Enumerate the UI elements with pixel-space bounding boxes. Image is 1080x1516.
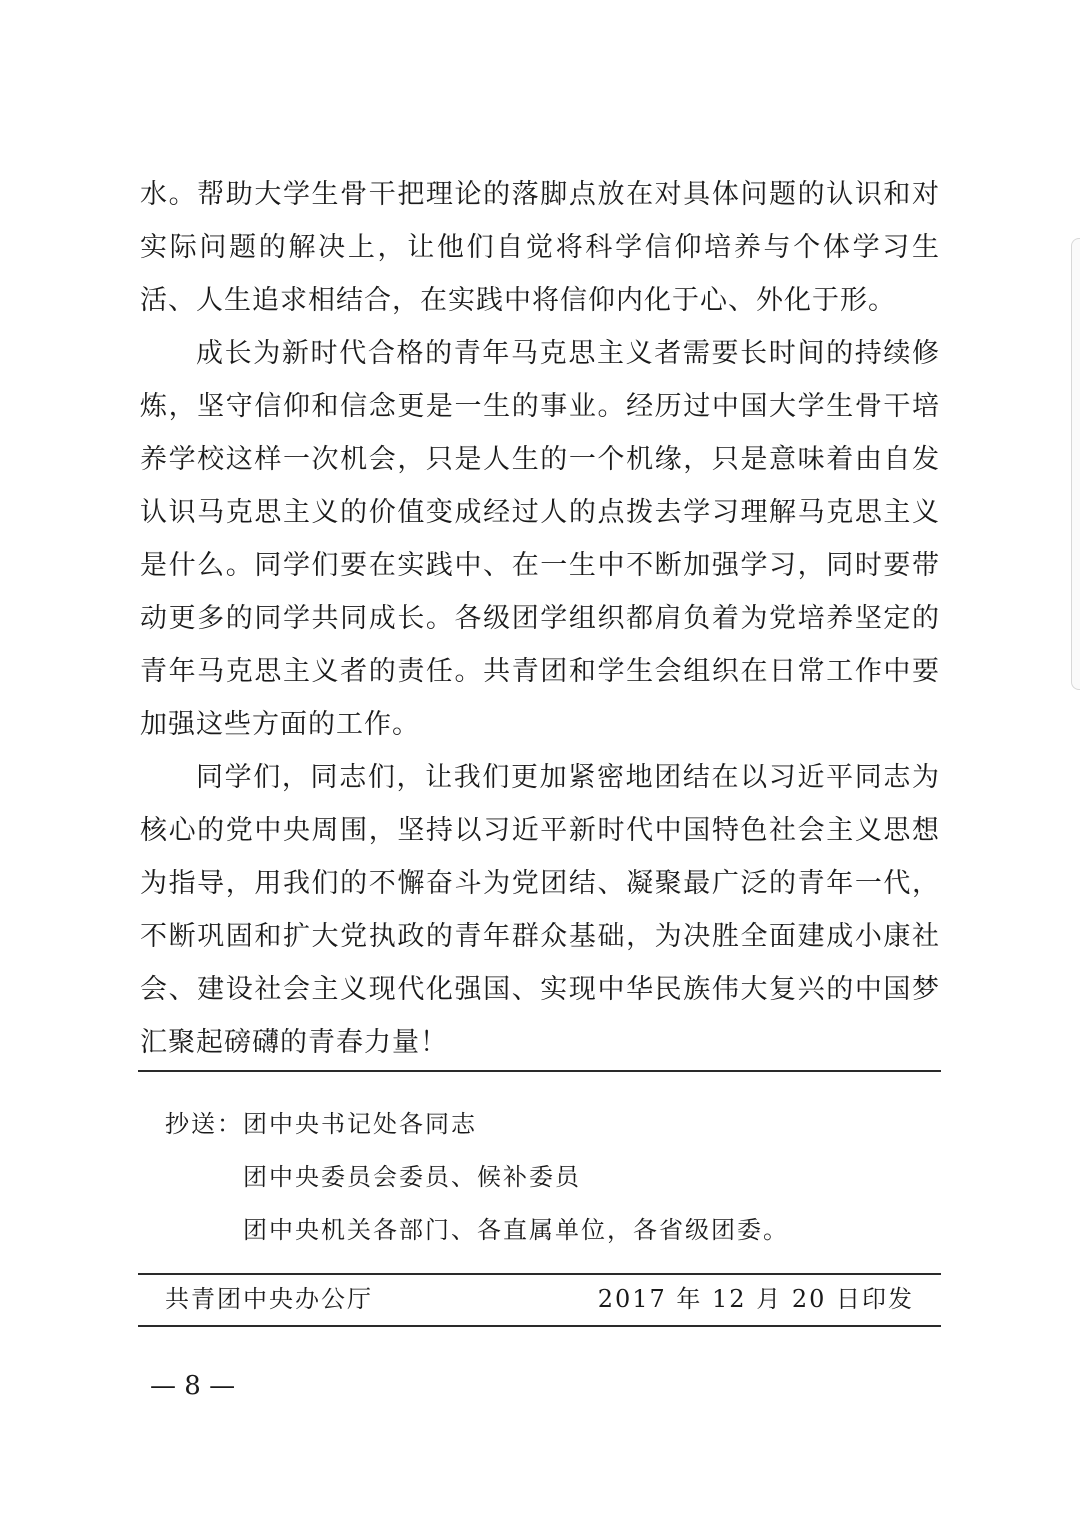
body-line: 水。帮助大学生骨干把理论的落脚点放在对具体问题的认识和对 [140, 179, 940, 210]
body-line: 加强这些方面的工作。 [140, 709, 420, 740]
body-line: 活、人生追求相结合，在实践中将信仰内化于心、外化于形。 [140, 285, 896, 316]
body-line: 会、建设社会主义现代化强国、实现中华民族伟大复兴的中国梦 [140, 974, 940, 1005]
body-line: 炼，坚守信仰和信念更是一生的事业。经历过中国大学生骨干培 [140, 391, 940, 422]
cc-line [165, 1098, 925, 1151]
divider-rule [138, 1070, 941, 1072]
body-line: 汇聚起磅礴的青春力量！ [140, 1027, 448, 1058]
body-line: 成长为新时代合格的青年马克思主义者需要长时间的持续修 [196, 338, 940, 369]
cc-recipient: 团中央委员会委员、候补委员 [243, 1163, 581, 1191]
body-line: 不断巩固和扩大党执政的青年群众基础，为决胜全面建成小康社 [140, 921, 940, 952]
body-line: 实际问题的解决上，让他们自觉将科学信仰培养与个体学习生 [140, 232, 940, 263]
body-line: 认识马克思主义的价值变成经过人的点拨去学习理解马克思主义 [140, 497, 940, 528]
cc-block [165, 1098, 925, 1257]
issuer: 共青团中央办公厅 [165, 1285, 373, 1313]
body-text [140, 168, 940, 1069]
body-line: 为指导，用我们的不懈奋斗为党团结、凝聚最广泛的青年一代， [140, 868, 940, 899]
cc-recipient: 团中央书记处各同志 [243, 1110, 477, 1138]
cc-label: 抄送： [165, 1110, 243, 1138]
page-number: — 8 — [150, 1371, 236, 1401]
body-line: 青年马克思主义者的责任。共青团和学生会组织在日常工作中要 [140, 656, 940, 687]
cc-recipient: 团中央机关各部门、各直属单位，各省级团委。 [243, 1216, 789, 1244]
side-scroll-handle[interactable] [1071, 238, 1080, 690]
body-line: 是什么。同学们要在实践中、在一生中不断加强学习，同时要带 [140, 550, 940, 581]
body-line: 核心的党中央周围，坚持以习近平新时代中国特色社会主义思想 [140, 815, 940, 846]
divider-rule [138, 1273, 941, 1275]
issue-date: 2017 年 12 月 20 日印发 [597, 1285, 914, 1313]
divider-rule [138, 1325, 941, 1327]
body-line: 同学们，同志们，让我们更加紧密地团结在以习近平同志为 [196, 762, 940, 793]
body-line: 动更多的同学共同成长。各级团学组织都肩负着为党培养坚定的 [140, 603, 940, 634]
body-line: 养学校这样一次机会，只是人生的一个机缘，只是意味着由自发 [140, 444, 940, 475]
